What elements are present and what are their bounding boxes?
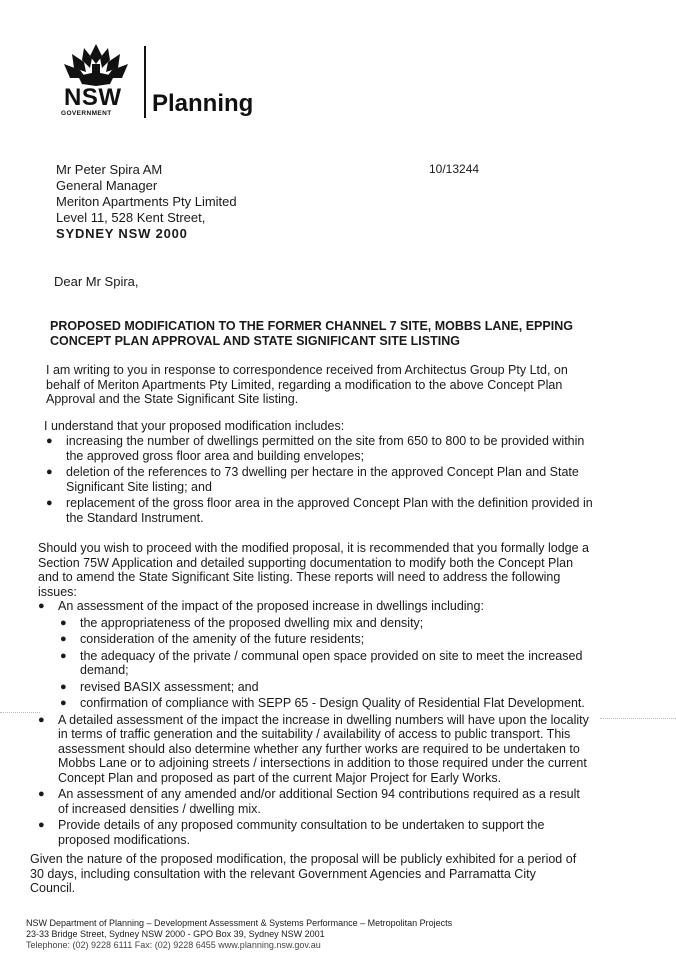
list-item: [36, 787, 606, 816]
recipient-name: Mr Peter Spira AM: [56, 162, 163, 177]
bullet-icon: ●: [38, 713, 45, 726]
list-item-line: Provide details of any proposed community consultation to be undertaken to support the: [58, 818, 545, 832]
paragraph-line: issues:: [38, 584, 77, 599]
footer: [26, 918, 452, 951]
list-item-line: the appropriateness of the proposed dwelling mix and density;: [80, 615, 424, 630]
list-item: [36, 818, 606, 847]
list-item: [44, 434, 614, 463]
list-item: [58, 616, 606, 631]
paragraph-line: Should you wish to proceed with the modified proposal, it is recommended that you formally lodge a: [38, 541, 589, 555]
recommendation-paragraph: [38, 541, 608, 599]
paragraph-line: Section 75W Application and detailed supporting documentation to modify both the Concept Plan: [38, 555, 574, 570]
bullet-icon: ●: [46, 435, 53, 447]
paragraph-line: I am writing to you in response to correspondence received from Architectus Group Pty Ltd, on: [46, 363, 568, 377]
list-item: [44, 465, 614, 494]
list-item-line: the approved gross floor area and building envelopes;: [66, 448, 365, 463]
closing-paragraph: [30, 852, 600, 896]
paragraph-line: Approval and the State Significant Site listing.: [46, 392, 299, 406]
paragraph-line: 30 days, including consultation with the relevant Government Agencies and Parramatta City: [30, 866, 536, 881]
bullet-icon: ●: [60, 633, 67, 645]
bullet-icon: ●: [46, 497, 53, 509]
bullet-icon: ●: [38, 600, 45, 612]
list-item-line: Concept Plan and proposed as part of the current Major Project for Early Works.: [58, 770, 502, 785]
subject-heading: [50, 319, 616, 349]
bullet-icon: ●: [46, 466, 53, 478]
scan-artifact: [0, 712, 40, 713]
list-item: [58, 680, 606, 695]
list-item: [36, 713, 606, 786]
list-item-line: of increased densities / dwelling mix.: [58, 801, 261, 816]
list-item-line: replacement of the gross floor area in the approved Concept Plan with the definition provided in: [66, 496, 593, 510]
scan-artifact: [600, 718, 676, 719]
list-item-line: Significant Site listing; and: [66, 479, 212, 494]
list-item-line: An assessment of any amended and/or additional Section 94 contributions required as a result: [58, 787, 580, 801]
letterhead-divider: [144, 46, 146, 118]
list-item-line: assessment should also determine whether any further works are required to be undertaken to: [58, 741, 580, 756]
recipient-city: SYDNEY NSW 2000: [56, 226, 188, 241]
recipient-street: Level 11, 528 Kent Street,: [56, 210, 206, 225]
bullet-icon: ●: [60, 616, 67, 629]
list-item-line: proposed modifications.: [58, 832, 191, 847]
bullet-icon: ●: [38, 819, 45, 831]
footer-line: NSW Department of Planning – Development Assessment & Systems Performance – Metropolitan Projects: [26, 918, 453, 928]
paragraph-line: Council.: [30, 881, 76, 895]
list-item-line: revised BASIX assessment; and: [80, 679, 259, 694]
issues-list: [36, 599, 606, 849]
reference-number: 10/13244: [429, 162, 480, 176]
bullet-icon: ●: [60, 649, 67, 662]
recipient-address: [56, 162, 237, 242]
list-item: [58, 649, 606, 678]
list-item: [36, 599, 606, 711]
list-item-line: demand;: [80, 663, 129, 677]
recipient-company: Meriton Apartments Pty Limited: [56, 194, 237, 209]
list-item-line: Mobbs Lane or to adjoining streets / intersections in addition to those required under the current: [58, 756, 587, 770]
department-name: Planning: [152, 90, 254, 117]
paragraph-line: and to amend the State Significant Site listing. These reports will need to address the following: [38, 570, 561, 584]
paragraph-line: Given the nature of the proposed modification, the proposal will be publicly exhibited for a period of: [30, 852, 577, 866]
paragraph-line: behalf of Meriton Apartments Pty Limited, regarding a modification to the above Concept Plan: [46, 377, 563, 392]
footer-line: Telephone: (02) 9228 6111 Fax: (02) 9228 6455 www.planning.nsw.gov.au: [26, 940, 321, 950]
understand-intro: I understand that your proposed modification includes:: [44, 419, 345, 433]
list-item-line: in terms of traffic generation and the suitability / availability of access to public transport. This: [58, 727, 571, 741]
government-wordmark: GOVERNMENT: [61, 110, 112, 117]
sub-issues-list: [58, 616, 606, 711]
list-item-line: An assessment of the impact of the proposed increase in dwellings including:: [58, 599, 484, 613]
recipient-title: General Manager: [56, 178, 158, 193]
list-item-line: increasing the number of dwellings permitted on the site from 650 to 800 to be provided within: [66, 434, 585, 448]
list-item-line: the adequacy of the private / communal open space provided on site to meet the increased: [80, 648, 583, 663]
salutation: Dear Mr Spira,: [54, 274, 139, 289]
list-item-line: confirmation of compliance with SEPP 65 - Design Quality of Residential Flat Development.: [80, 696, 585, 710]
bullet-icon: ●: [60, 697, 67, 709]
nsw-wordmark: NSW: [64, 84, 122, 111]
list-item-line: deletion of the references to 73 dwelling per hectare in the approved Concept Plan and State: [66, 465, 579, 479]
list-item: [58, 632, 606, 647]
list-item-line: A detailed assessment of the impact the increase in dwelling numbers will have upon the locality: [58, 712, 589, 727]
intro-paragraph: [46, 363, 612, 407]
bullet-icon: ●: [60, 680, 67, 693]
subject-line: PROPOSED MODIFICATION TO THE FORMER CHANNEL 7 SITE, MOBBS LANE, EPPING: [50, 319, 573, 333]
bullet-icon: ●: [38, 788, 45, 800]
list-item: [44, 496, 614, 525]
list-item: [58, 696, 606, 711]
footer-line: 23-33 Bridge Street, Sydney NSW 2000 - GPO Box 39, Sydney NSW 2001: [26, 929, 325, 939]
subject-line: CONCEPT PLAN APPROVAL AND STATE SIGNIFICANT SITE LISTING: [50, 334, 460, 348]
list-item-line: the Standard Instrument.: [66, 510, 204, 525]
list-item-line: consideration of the amenity of the future residents;: [80, 632, 365, 646]
modifications-list: [44, 434, 614, 527]
